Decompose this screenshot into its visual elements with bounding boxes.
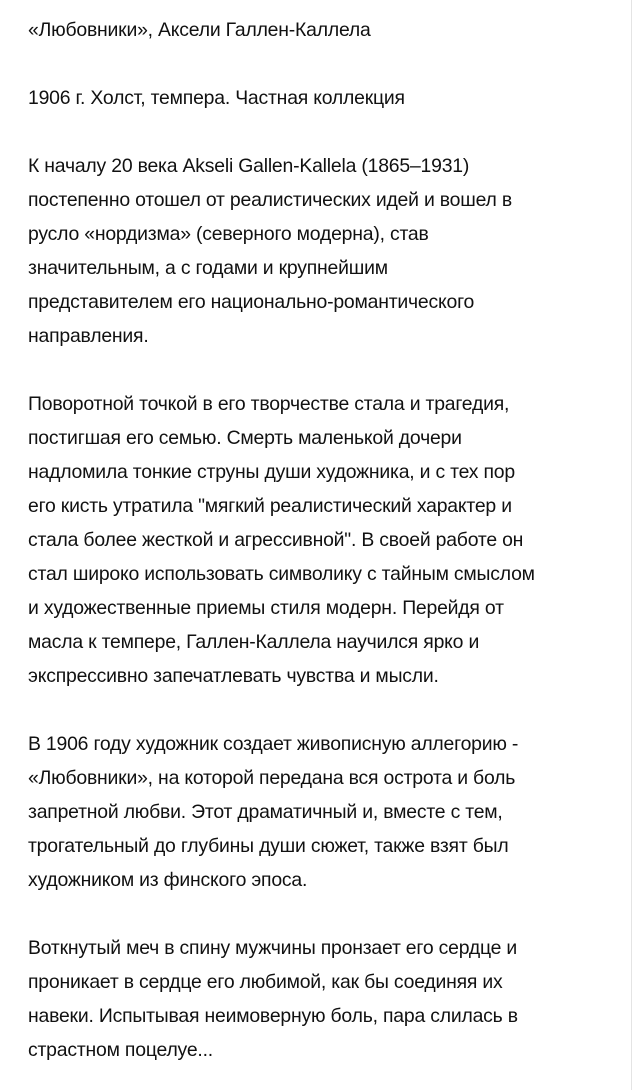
paragraph-line: «Любовники», на которой передана вся острота и боль (28, 767, 516, 789)
paragraph-line: представителем его национально-романтического (28, 291, 475, 313)
paragraph-line: Поворотной точкой в его творчестве стала и трагедия, (28, 393, 510, 415)
paragraph-line: масла к темпере, Галлен-Каллела научился ярко и (28, 631, 480, 653)
paragraph-2 (28, 387, 618, 693)
paragraph-line: надломила тонкие струны души художника, и с тех пор (28, 461, 515, 483)
paragraph-line: и художественные приемы стиля модерн. Перейдя от (28, 597, 504, 619)
article-meta (28, 81, 618, 115)
paragraph-line: страстном поцелуе... (28, 1039, 213, 1061)
meta-line: 1906 г. Холст, темпера. Частная коллекция (28, 87, 405, 109)
paragraph-line: запретной любви. Этот драматичный и, вместе с тем, (28, 801, 503, 823)
paragraph-line: значительным, а с годами и крупнейшим (28, 257, 388, 279)
paragraph-line: трогательный до глубины души сюжет, также взят был (28, 835, 509, 857)
paragraph-line: К началу 20 века Akseli Gallen-Kallela (1865–1931) (28, 155, 470, 177)
paragraph-line: Воткнутый меч в спину мужчины пронзает его сердце и (28, 937, 518, 959)
title-line: «Любовники», Аксели Галлен-Каллела (28, 19, 371, 41)
paragraph-4 (28, 931, 618, 1067)
paragraph-line: экспрессивно запечатлевать чувства и мысли. (28, 665, 439, 687)
article-title (28, 13, 618, 47)
paragraph-line: направления. (28, 325, 149, 347)
paragraph-line: художником из финского эпоса. (28, 869, 308, 891)
paragraph-line: стала более жесткой и агрессивной". В своей работе он (28, 529, 524, 551)
paragraph-line: постепенно отошел от реалистических идей и вошел в (28, 189, 512, 211)
paragraph-1 (28, 149, 618, 353)
paragraph-line: его кисть утратила "мягкий реалистический характер и (28, 495, 512, 517)
paragraph-3 (28, 727, 618, 897)
paragraph-line: проникает в сердце его любимой, как бы соединяя их (28, 971, 503, 993)
paragraph-line: навеки. Испытывая неимоверную боль, пара слилась в (28, 1005, 518, 1027)
paragraph-line: стал широко использовать символику с тайным смыслом (28, 563, 535, 585)
article-text (28, 13, 618, 1067)
paragraph-line: В 1906 году художник создает живописную аллегорию - (28, 733, 519, 755)
paragraph-line: постигшая его семью. Смерть маленькой дочери (28, 427, 462, 449)
paragraph-line: русло «нордизма» (северного модерна), став (28, 223, 429, 245)
